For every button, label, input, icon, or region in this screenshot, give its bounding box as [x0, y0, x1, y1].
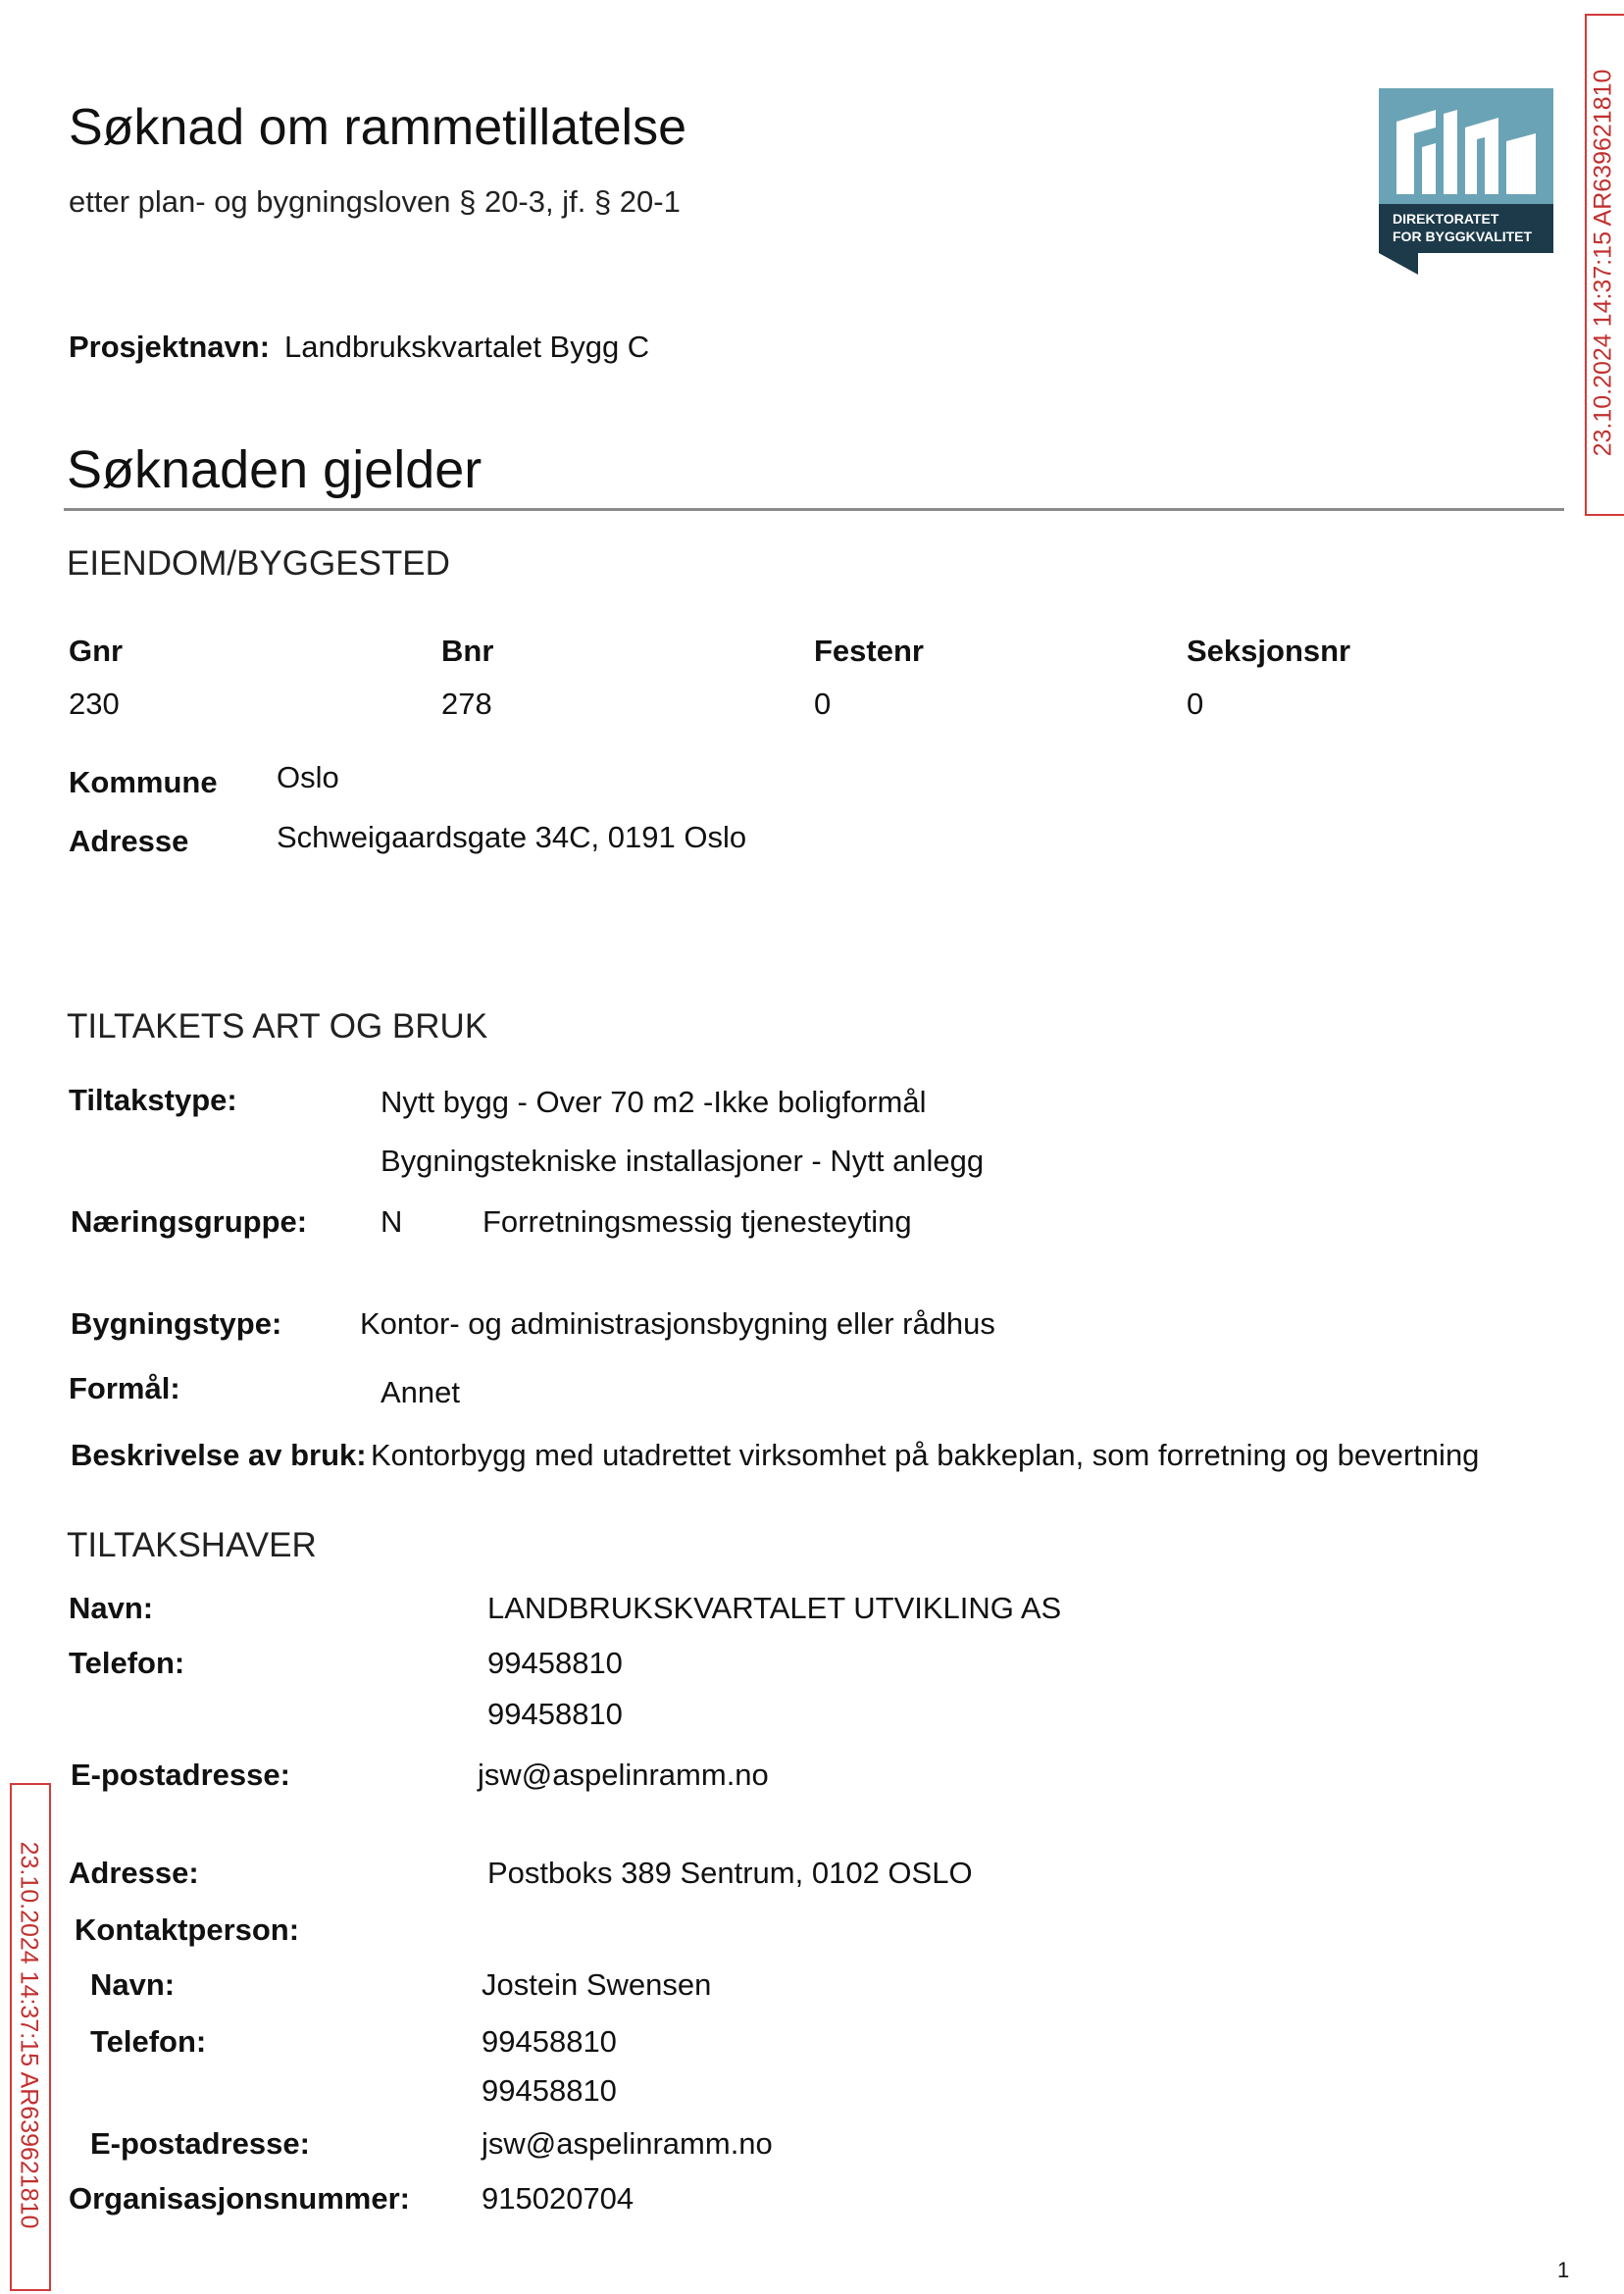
page-number: 1 [1557, 2258, 1570, 2282]
bygningstype-value: Kontor- og administrasjonsbygning eller rådhus [360, 1306, 995, 1341]
owner-name-label: Navn: [69, 1591, 154, 1625]
property-heading: EIENDOM/BYGGESTED [67, 544, 450, 583]
naeringsgruppe-text: Forretningsmessig tjenesteyting [482, 1204, 912, 1239]
page-title: Søknad om rammetillatelse [69, 99, 686, 156]
date-stamp-right-text: 23.10.2024 14:37:15 AR639621810 [1589, 69, 1617, 457]
bruk-value: Kontorbygg med utadrettet virksomhet på bakkeplan, som forretning og bevertning [371, 1438, 1480, 1472]
contact-phone-value-1: 99458810 [482, 2024, 617, 2059]
formaal-label: Formål: [69, 1371, 180, 1405]
owner-address-label: Adresse: [69, 1856, 199, 1890]
owner-phone-value-1: 99458810 [487, 1646, 623, 1680]
naeringsgruppe-label: Næringsgruppe: [71, 1204, 308, 1239]
kommune-value: Oslo [277, 760, 339, 794]
dibk-logo-icon [1379, 88, 1553, 275]
contact-email-label: E-postadresse: [90, 2126, 310, 2161]
contact-person-label: Kontaktperson: [75, 1912, 300, 1947]
org-number-label: Organisasjonsnummer: [69, 2181, 410, 2216]
date-stamp-left-text: 23.10.2024 14:37:15 AR639621810 [15, 1841, 43, 2229]
bnr-label: Bnr [441, 634, 494, 668]
contact-name-label: Navn: [90, 1967, 176, 2002]
tiltakshaver-heading: TILTAKSHAVER [67, 1526, 317, 1564]
festenr-value: 0 [814, 687, 832, 721]
dibk-logo [1379, 88, 1553, 275]
naeringsgruppe-code: N [381, 1204, 403, 1239]
application-heading: Søknaden gjelder [67, 440, 482, 499]
tiltak-heading: TILTAKETS ART OG BRUK [67, 1007, 488, 1045]
contact-email-value: jsw@aspelinramm.no [482, 2126, 773, 2161]
seksjonsnr-value: 0 [1187, 687, 1204, 721]
logo-line-2: FOR BYGGKVALITET [1393, 229, 1533, 244]
heading-divider [64, 508, 1564, 511]
project-name-label: Prosjektnavn: [69, 330, 271, 364]
seksjonsnr-label: Seksjonsnr [1187, 634, 1351, 668]
tiltakstype-label: Tiltakstype: [69, 1083, 237, 1117]
contact-phone-value-2: 99458810 [482, 2073, 617, 2108]
address-label: Adresse [69, 824, 189, 858]
formaal-value: Annet [381, 1375, 461, 1409]
contact-name-value: Jostein Swensen [482, 1967, 712, 2002]
bruk-label: Beskrivelse av bruk: [71, 1438, 367, 1472]
owner-phone-value-2: 99458810 [487, 1697, 623, 1731]
tiltakstype-value-1: Nytt bygg - Over 70 m2 -Ikke boligformål [381, 1085, 927, 1119]
owner-phone-label: Telefon: [69, 1646, 185, 1680]
page-subtitle: etter plan- og bygningsloven § 20-3, jf. § 20-1 [69, 184, 681, 219]
tiltakstype-value-2: Bygningstekniske installasjoner - Nytt anlegg [381, 1144, 985, 1178]
gnr-label: Gnr [69, 634, 124, 668]
owner-name-value: LANDBRUKSKVARTALET UTVIKLING AS [487, 1591, 1062, 1625]
contact-phone-label: Telefon: [90, 2024, 207, 2059]
project-name-value: Landbrukskvartalet Bygg C [284, 330, 650, 364]
kommune-label: Kommune [69, 765, 218, 799]
festenr-label: Festenr [814, 634, 924, 668]
bygningstype-label: Bygningstype: [71, 1306, 282, 1341]
owner-address-value: Postboks 389 Sentrum, 0102 OSLO [487, 1856, 973, 1890]
logo-line-1: DIREKTORATET [1393, 211, 1499, 227]
bnr-value: 278 [441, 687, 492, 721]
address-value: Schweigaardsgate 34C, 0191 Oslo [277, 820, 747, 854]
owner-email-value: jsw@aspelinramm.no [478, 1758, 769, 1792]
gnr-value: 230 [69, 687, 120, 721]
owner-email-label: E-postadresse: [71, 1758, 290, 1792]
org-number-value: 915020704 [482, 2181, 634, 2216]
